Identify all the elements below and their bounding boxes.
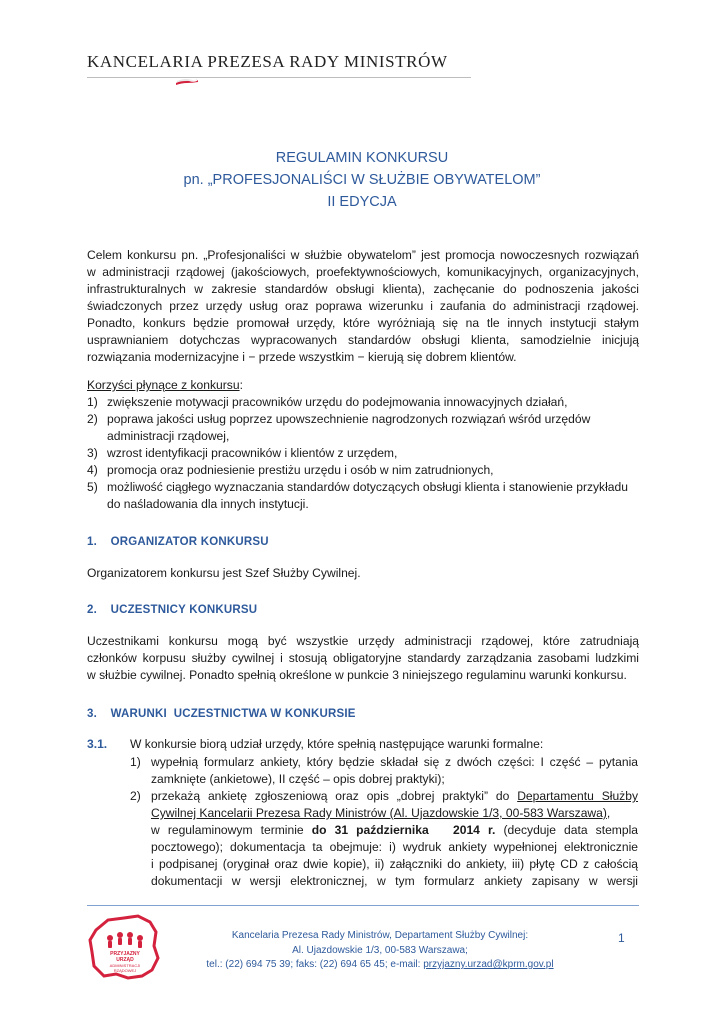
section-2-line: w służbie cywilnej. Ponadto spełnią określone w punkcie 3 niniejszego regulaminu warunki konkursu.	[87, 668, 627, 682]
doc-title-line2: pn. „PROFESJONALIŚCI W SŁUŻBIE OBYWATELOM”	[183, 172, 541, 188]
doc-title-line3: II EDYCJA	[327, 194, 397, 210]
benefit-text: promocja oraz podniesienie prestiżu urzędu i osób w nim zatrudnionych,	[107, 463, 494, 477]
section-2-line: Uczestnikami konkursu mogą być wszystkie urzędy administracji rządowej, które zatrudniają	[87, 634, 639, 648]
doc-title-line1: REGULAMIN KONKURSU	[275, 150, 449, 166]
logo-text-line: PRZYJAZNY	[110, 951, 140, 957]
condition-text-part: ,	[606, 806, 611, 820]
benefits-heading	[87, 377, 639, 394]
header-org-name: KANCELARIA PREZESA RADY MINISTRÓW	[87, 52, 448, 71]
intro-line: świadczonych przez urzędy usług oraz poprawa wizerunku i zaufania do administracji rządowej.	[87, 299, 639, 313]
section-2-heading: 2. UCZESTNICY KONKURSU	[87, 604, 258, 616]
intro-line: usprawnianiem dotychczas wypracowanych standardów obsługi klienta, samodzielnie inicjują	[87, 333, 639, 347]
benefit-number: 5)	[87, 480, 98, 494]
section-2-line: członków korpusu służby cywilnej i stosują obligatoryjne standardy zarządzania zasobami ludzkimi	[87, 651, 639, 665]
condition-item-2	[130, 788, 638, 890]
intro-line: Celem konkursu pn. „Profesjonaliści w służbie obywatelom” jest promocja nowoczesnych rozwiązań	[87, 248, 639, 262]
intro-paragraph	[87, 247, 639, 366]
header-divider	[87, 77, 471, 78]
condition-text	[151, 822, 638, 839]
benefit-item	[87, 411, 639, 445]
condition-text: i podpisanej (oryginał oraz dwie kopie), ii) załączniki do ankiety, iii) płytę CD z całością	[151, 857, 638, 871]
logo-text-line: ADMINISTRACJI	[109, 963, 141, 968]
department-link[interactable]: Departamentu Służby	[517, 789, 638, 803]
benefit-text: zwiększenie motywacji pracowników urzędu do podejmowania innowacyjnych działań,	[107, 395, 568, 409]
condition-text: pocztowego); dokumentacja ta obejmuje: i) wydruk ankiety wypełnionej elektronicznie	[151, 840, 638, 854]
benefit-number: 2)	[87, 412, 98, 426]
intro-line: rozwiązania modernizacyjne i − przede wszystkim − kierują się dobrem klientów.	[87, 350, 517, 364]
polish-flag-icon	[175, 78, 199, 88]
footer-divider	[87, 905, 639, 906]
benefit-item	[87, 462, 639, 479]
intro-line: Ponadto, konkurs będzie promował urzędy, które wyróżniają się na tle innych instytucji stałym	[87, 316, 639, 330]
benefit-text: możliwość ciągłego wyznaczania standardów dotyczących obsługi klienta i stanowienie przykładu	[107, 480, 628, 494]
condition-text: wypełnią formularz ankiety, który będzie składał się z dwóch części: I część – pytania	[151, 755, 638, 769]
condition-item-1	[130, 754, 638, 788]
footer-email-link[interactable]: przyjazny.urzad@kprm.gov.pl	[423, 959, 554, 970]
page-number: 1	[618, 931, 625, 945]
benefit-number: 1)	[87, 395, 98, 409]
section-3-heading: 3. WARUNKI UCZESTNICTWA W KONKURSIE	[87, 708, 356, 720]
benefit-text: wzrost identyfikacji pracowników i klientów z urzędem,	[107, 446, 398, 460]
section-1-text: Organizatorem konkursu jest Szef Służby Cywilnej.	[87, 566, 361, 580]
benefit-item	[87, 394, 639, 411]
department-address-link[interactable]: Cywilnej Kancelarii Prezesa Rady Ministrów (Al. Ujazdowskie 1/3, 00-583 Warszawa)	[151, 806, 607, 820]
condition-text-part: przekażą ankietę zgłoszeniową oraz opis „dobrej praktyki” do	[151, 789, 518, 803]
condition-text-part: (decyduje data stempla	[495, 823, 638, 837]
benefit-number: 4)	[87, 463, 98, 477]
intro-line: w administracji rządowej (jakościowych, proefektywnościowych, komunikacyjnych, organizacyjnych,	[87, 265, 639, 279]
condition-text: dokumentacji w wersji elektronicznej, w tym formularz ankiety zapisany w wersji	[151, 874, 638, 888]
intro-line: infrastrukturalnych w zakresie standardów obsługi klienta), zachęcanie do podnoszenia jakości	[87, 282, 639, 296]
benefit-text: poprawa jakości usług poprzez upowszechnienie nagrodzonych rozwiązań wśród urzędów	[107, 412, 591, 426]
benefit-text: do naśladowania dla innych instytucji.	[107, 497, 309, 511]
benefits-heading-text: Korzyści płynące z konkursu	[87, 378, 240, 392]
condition-text: zamknięte (ankietowe), II część – opis dobrej praktyki);	[151, 772, 445, 786]
section-1-heading: 1. ORGANIZATOR KONKURSU	[87, 536, 269, 548]
condition-text	[151, 788, 638, 805]
condition-number: 2)	[130, 789, 141, 803]
logo-text-line: URZĄD	[116, 957, 134, 963]
footer-line-3	[200, 958, 560, 973]
benefits-heading-colon: :	[239, 378, 243, 392]
logo-text-line: RZĄDOWEJ	[113, 968, 137, 973]
footer-line-1: Kancelaria Prezesa Rady Ministrów, Departament Służby Cywilnej:	[231, 930, 529, 941]
benefit-item	[87, 445, 639, 462]
condition-text	[151, 805, 638, 822]
footer-line-2: Al. Ujazdowskie 1/3, 00-583 Warszawa;	[292, 945, 468, 956]
benefit-number: 3)	[87, 446, 98, 460]
deadline-text: do 31 października 2014 r.	[311, 823, 496, 837]
condition-text-part: w regulaminowym terminie	[151, 823, 312, 837]
footer-contact: tel.: (22) 694 75 39; faks: (22) 694 65 45; e-mail:	[206, 959, 424, 970]
subsection-text: W konkursie biorą udział urzędy, które spełnią następujące warunki formalne:	[130, 737, 544, 751]
section-2-paragraph	[87, 633, 639, 684]
benefit-text: administracji rządowej,	[107, 429, 230, 443]
subsection-number: 3.1.	[87, 737, 108, 751]
poland-map-logo-icon	[86, 912, 164, 984]
benefit-item	[87, 479, 639, 513]
condition-number: 1)	[130, 755, 141, 769]
